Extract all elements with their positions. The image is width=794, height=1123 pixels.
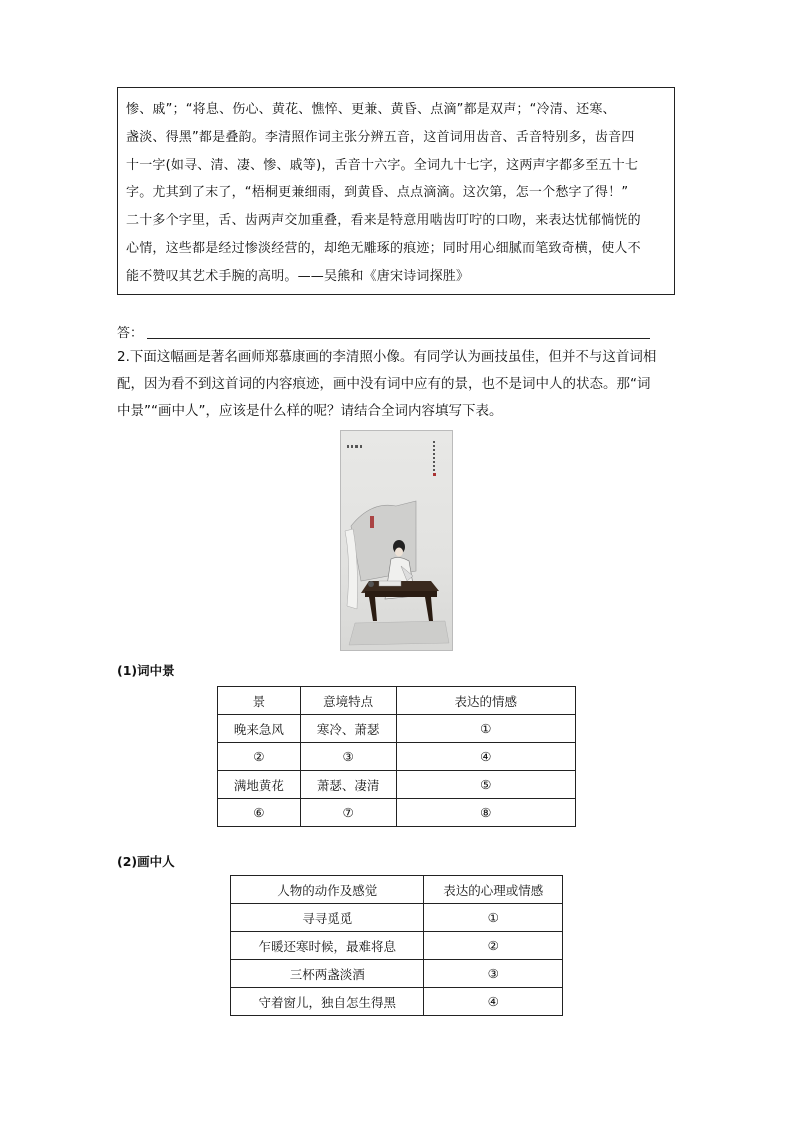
table-cell: 乍暖还寒时候，最难将息 — [231, 932, 424, 960]
table-cell: 寻寻觅觅 — [231, 904, 424, 932]
table-cell[interactable]: ⑤ — [396, 771, 575, 799]
table-row — [231, 960, 563, 988]
quote-line-last — [126, 263, 668, 291]
table-row — [218, 799, 576, 827]
table-cell: 晚来急风 — [218, 715, 301, 743]
quote-line: 心情，这些都是经过惨淡经营的，却绝无雕琢的痕迹；同时用心细腻而笔致奇横，使人不 — [126, 240, 641, 256]
question-2-line: 2.下面这幅画是著名画师郑慕康画的李清照小像。有同学认为画技虽佳，但并不与这首词相 — [117, 349, 657, 365]
question-2-line: 配，因为看不到这首词的内容痕迹，画中没有词中应有的景，也不是词中人的状态。那“词 — [117, 376, 651, 392]
table-header-cell: 人物的动作及感觉 — [231, 876, 424, 904]
table-row — [231, 904, 563, 932]
table-cell[interactable]: ④ — [424, 988, 563, 1016]
table-row — [218, 743, 576, 771]
table-header-row — [218, 687, 576, 715]
table-cell: 寒冷、萧瑟 — [300, 715, 396, 743]
table-cell[interactable]: ① — [424, 904, 563, 932]
table-row — [231, 932, 563, 960]
table-cell[interactable]: ② — [218, 743, 301, 771]
table-row — [231, 988, 563, 1016]
quote-line: 字。尤其到了末了，“梧桐更兼细雨，到黄昏、点点滴滴。这次第，怎一个愁字了得！” — [126, 185, 629, 201]
question-2-line: 中景”“画中人”，应该是什么样的呢？请结合全词内容填写下表。 — [117, 403, 503, 419]
table-header-cell: 表达的情感 — [396, 687, 575, 715]
table-header-cell: 景 — [218, 687, 301, 715]
quote-line: 盏淡、得黑”都是叠韵。李清照作词主张分辨五音，这首词用齿音、舌音特别多，齿音四 — [126, 129, 635, 145]
quote-line: 十一字(如寻、清、凄、惨、戚等)，舌音十六字。全词九十七字，这两声字都多至五十七 — [126, 157, 639, 173]
table-cell[interactable]: ① — [396, 715, 575, 743]
portrait-painting — [340, 430, 453, 651]
quote-attribution: ——吴熊和《唐宋诗词探胜》 — [297, 268, 470, 284]
quote-box — [117, 87, 675, 295]
table-cell: 萧瑟、凄清 — [300, 771, 396, 799]
quote-last-text: 能不赞叹其艺术手腕的高明。 — [126, 268, 298, 284]
table-cell[interactable]: ③ — [300, 743, 396, 771]
scene-table — [217, 686, 576, 827]
quote-line: 惨、戚”；“将息、伤心、黄花、憔悴、更兼、黄昏、点滴”都是双声；“冷清、还寒、 — [126, 102, 616, 117]
table-header-row — [231, 876, 563, 904]
section-2-label: (2)画中人 — [117, 854, 175, 869]
table-header-cell: 意境特点 — [300, 687, 396, 715]
table-cell[interactable]: ⑥ — [218, 799, 301, 827]
table-cell: 三杯两盏淡酒 — [231, 960, 424, 988]
table-row — [218, 715, 576, 743]
quote-line: 二十多个字里，舌、齿两声交加重叠，看来是特意用啮齿叮咛的口吻，来表达忧郁惝恍的 — [126, 213, 641, 229]
table-cell[interactable]: ③ — [424, 960, 563, 988]
table-row — [218, 771, 576, 799]
person-table — [230, 875, 563, 1016]
table-cell[interactable]: ⑧ — [396, 799, 575, 827]
table-cell: 守着窗儿，独自怎生得黑 — [231, 988, 424, 1016]
table-cell: 满地黄花 — [218, 771, 301, 799]
table-header-cell: 表达的心理或情感 — [424, 876, 563, 904]
section-1-label: (1)词中景 — [117, 663, 175, 678]
question-2 — [117, 344, 677, 425]
table-cell[interactable]: ⑦ — [300, 799, 396, 827]
table-cell[interactable]: ② — [424, 932, 563, 960]
table-cell[interactable]: ④ — [396, 743, 575, 771]
answer-label: 答： — [117, 326, 144, 341]
answer-blank-line[interactable] — [147, 338, 650, 339]
painting-illustration — [341, 431, 453, 651]
